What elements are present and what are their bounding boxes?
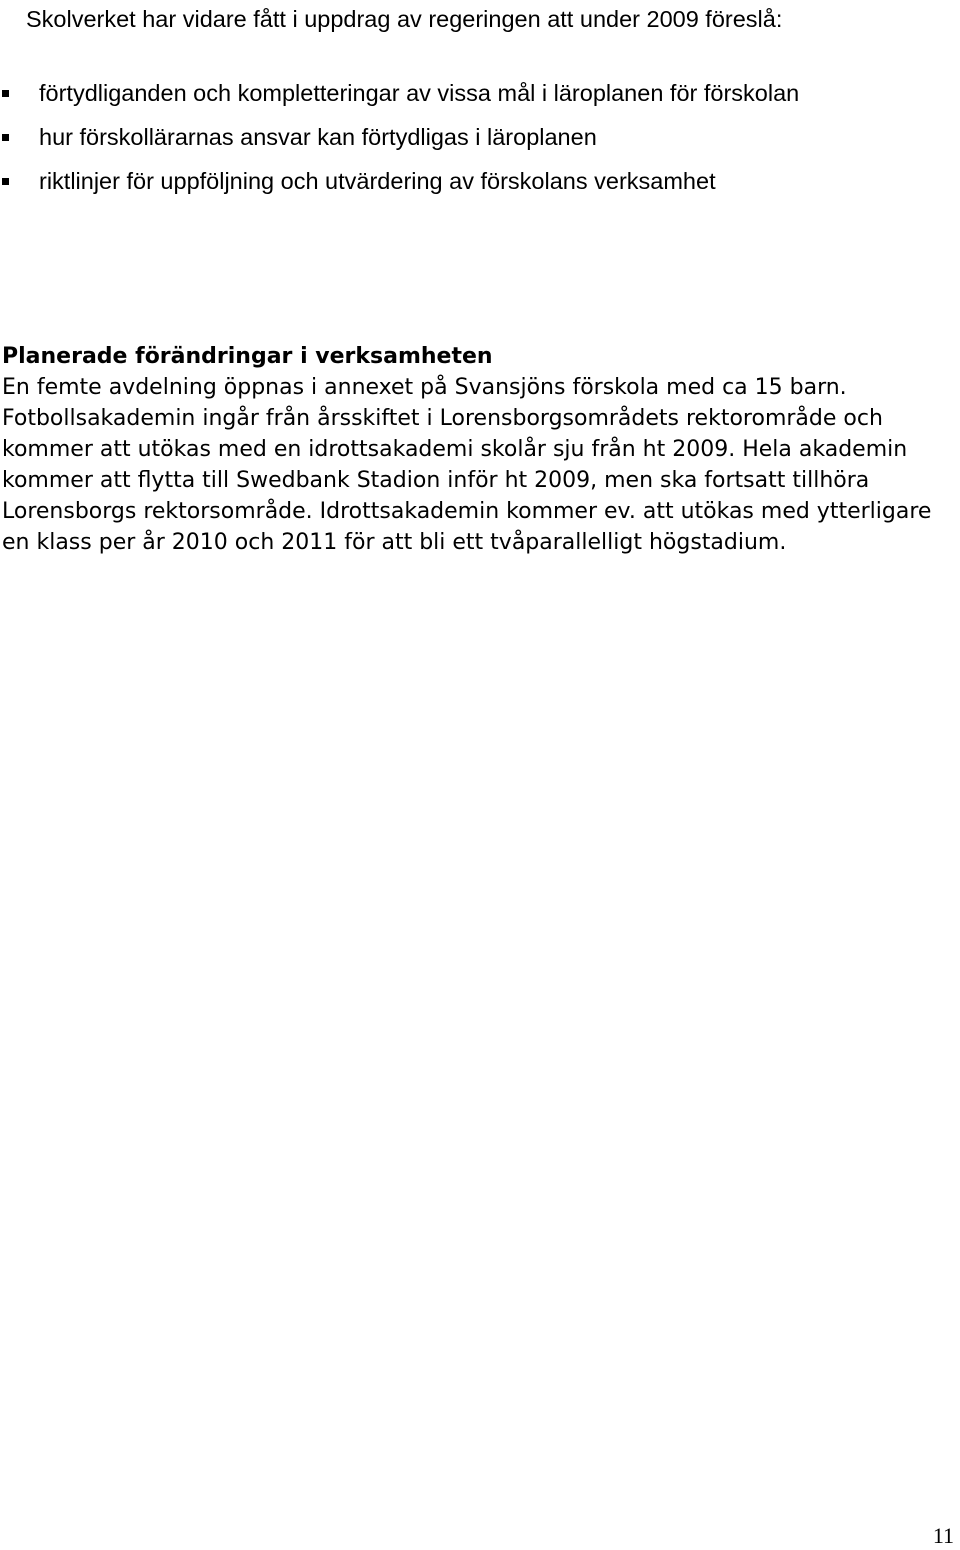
- section-body: En femte avdelning öppnas i annexet på Svansjöns förskola med ca 15 barn. Fotbollsakademin ingår från årsskiftet i Lorensborgsområdets rektorområde och kommer att utökas med en idrottsakademi skolår sju från ht 2009. Hela akademin kommer att flytta till Swedbank Stadion inför ht 2009, men ska fortsatt tillhöra Lorensborgs rektorsområde. Idrottsakademin kommer ev. att utökas med ytterligare en klass per år 2010 och 2011 för att bli ett tvåparallelligt högstadium.: [2, 375, 932, 555]
- square-bullet-icon: [2, 90, 9, 97]
- section-heading: Planerade förändringar i verksamheten: [2, 344, 493, 369]
- list-item: [0, 166, 950, 196]
- page-number: 11: [932, 1523, 954, 1548]
- planned-changes-section: [2, 341, 958, 558]
- list-item-text: förtydliganden och kompletteringar av vissa mål i läroplanen för förskolan: [39, 80, 800, 106]
- list-item: [0, 78, 950, 108]
- list-item-text: hur förskollärarnas ansvar kan förtydligas i läroplanen: [39, 124, 597, 150]
- square-bullet-icon: [2, 178, 9, 185]
- bullet-list: [0, 78, 950, 210]
- list-item: [0, 122, 950, 152]
- intro-paragraph: Skolverket har vidare fått i uppdrag av regeringen att under 2009 föreslå:: [26, 6, 783, 32]
- square-bullet-icon: [2, 134, 9, 141]
- list-item-text: riktlinjer för uppföljning och utvärdering av förskolans verksamhet: [39, 168, 716, 194]
